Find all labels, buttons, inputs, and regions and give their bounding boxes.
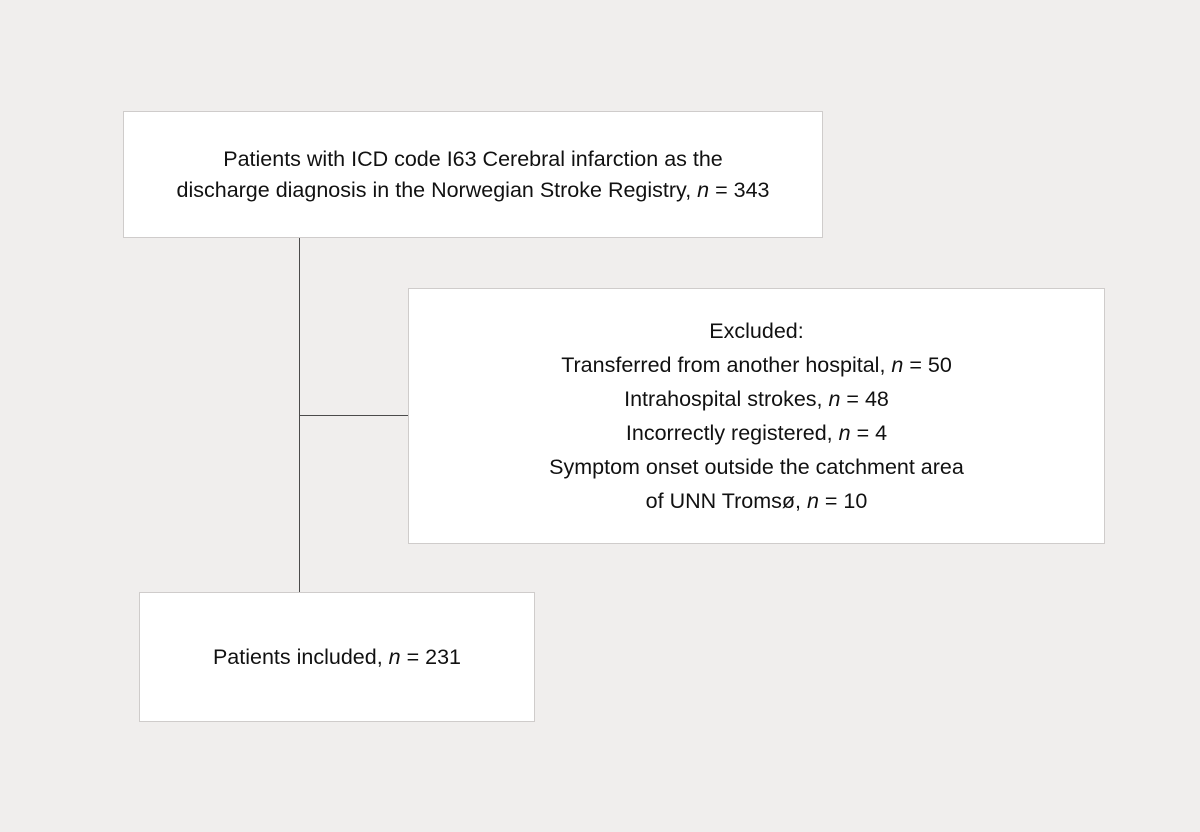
included-line-1: Patients included, n = 231	[212, 644, 462, 669]
source-line-2: discharge diagnosis in the Norwegian Stroke Registry, n = 343	[176, 177, 770, 202]
excluded-line-onset-outside-2: of UNN Tromsø, n = 10	[645, 489, 868, 513]
included-box	[139, 592, 535, 722]
source-population-box	[123, 111, 823, 238]
connector-horizontal-to-excluded	[299, 415, 409, 416]
excluded-heading: Excluded:	[709, 319, 804, 343]
excluded-line-intrahospital: Intrahospital strokes, n = 48	[624, 387, 889, 411]
excluded-line-transferred: Transferred from another hospital, n = 50	[561, 353, 952, 377]
source-line-1: Patients with ICD code I63 Cerebral infarction as the	[223, 146, 723, 171]
excluded-line-onset-outside-1: Symptom onset outside the catchment area	[549, 455, 964, 479]
excluded-box	[408, 288, 1105, 544]
excluded-line-incorrect: Incorrectly registered, n = 4	[625, 421, 888, 445]
